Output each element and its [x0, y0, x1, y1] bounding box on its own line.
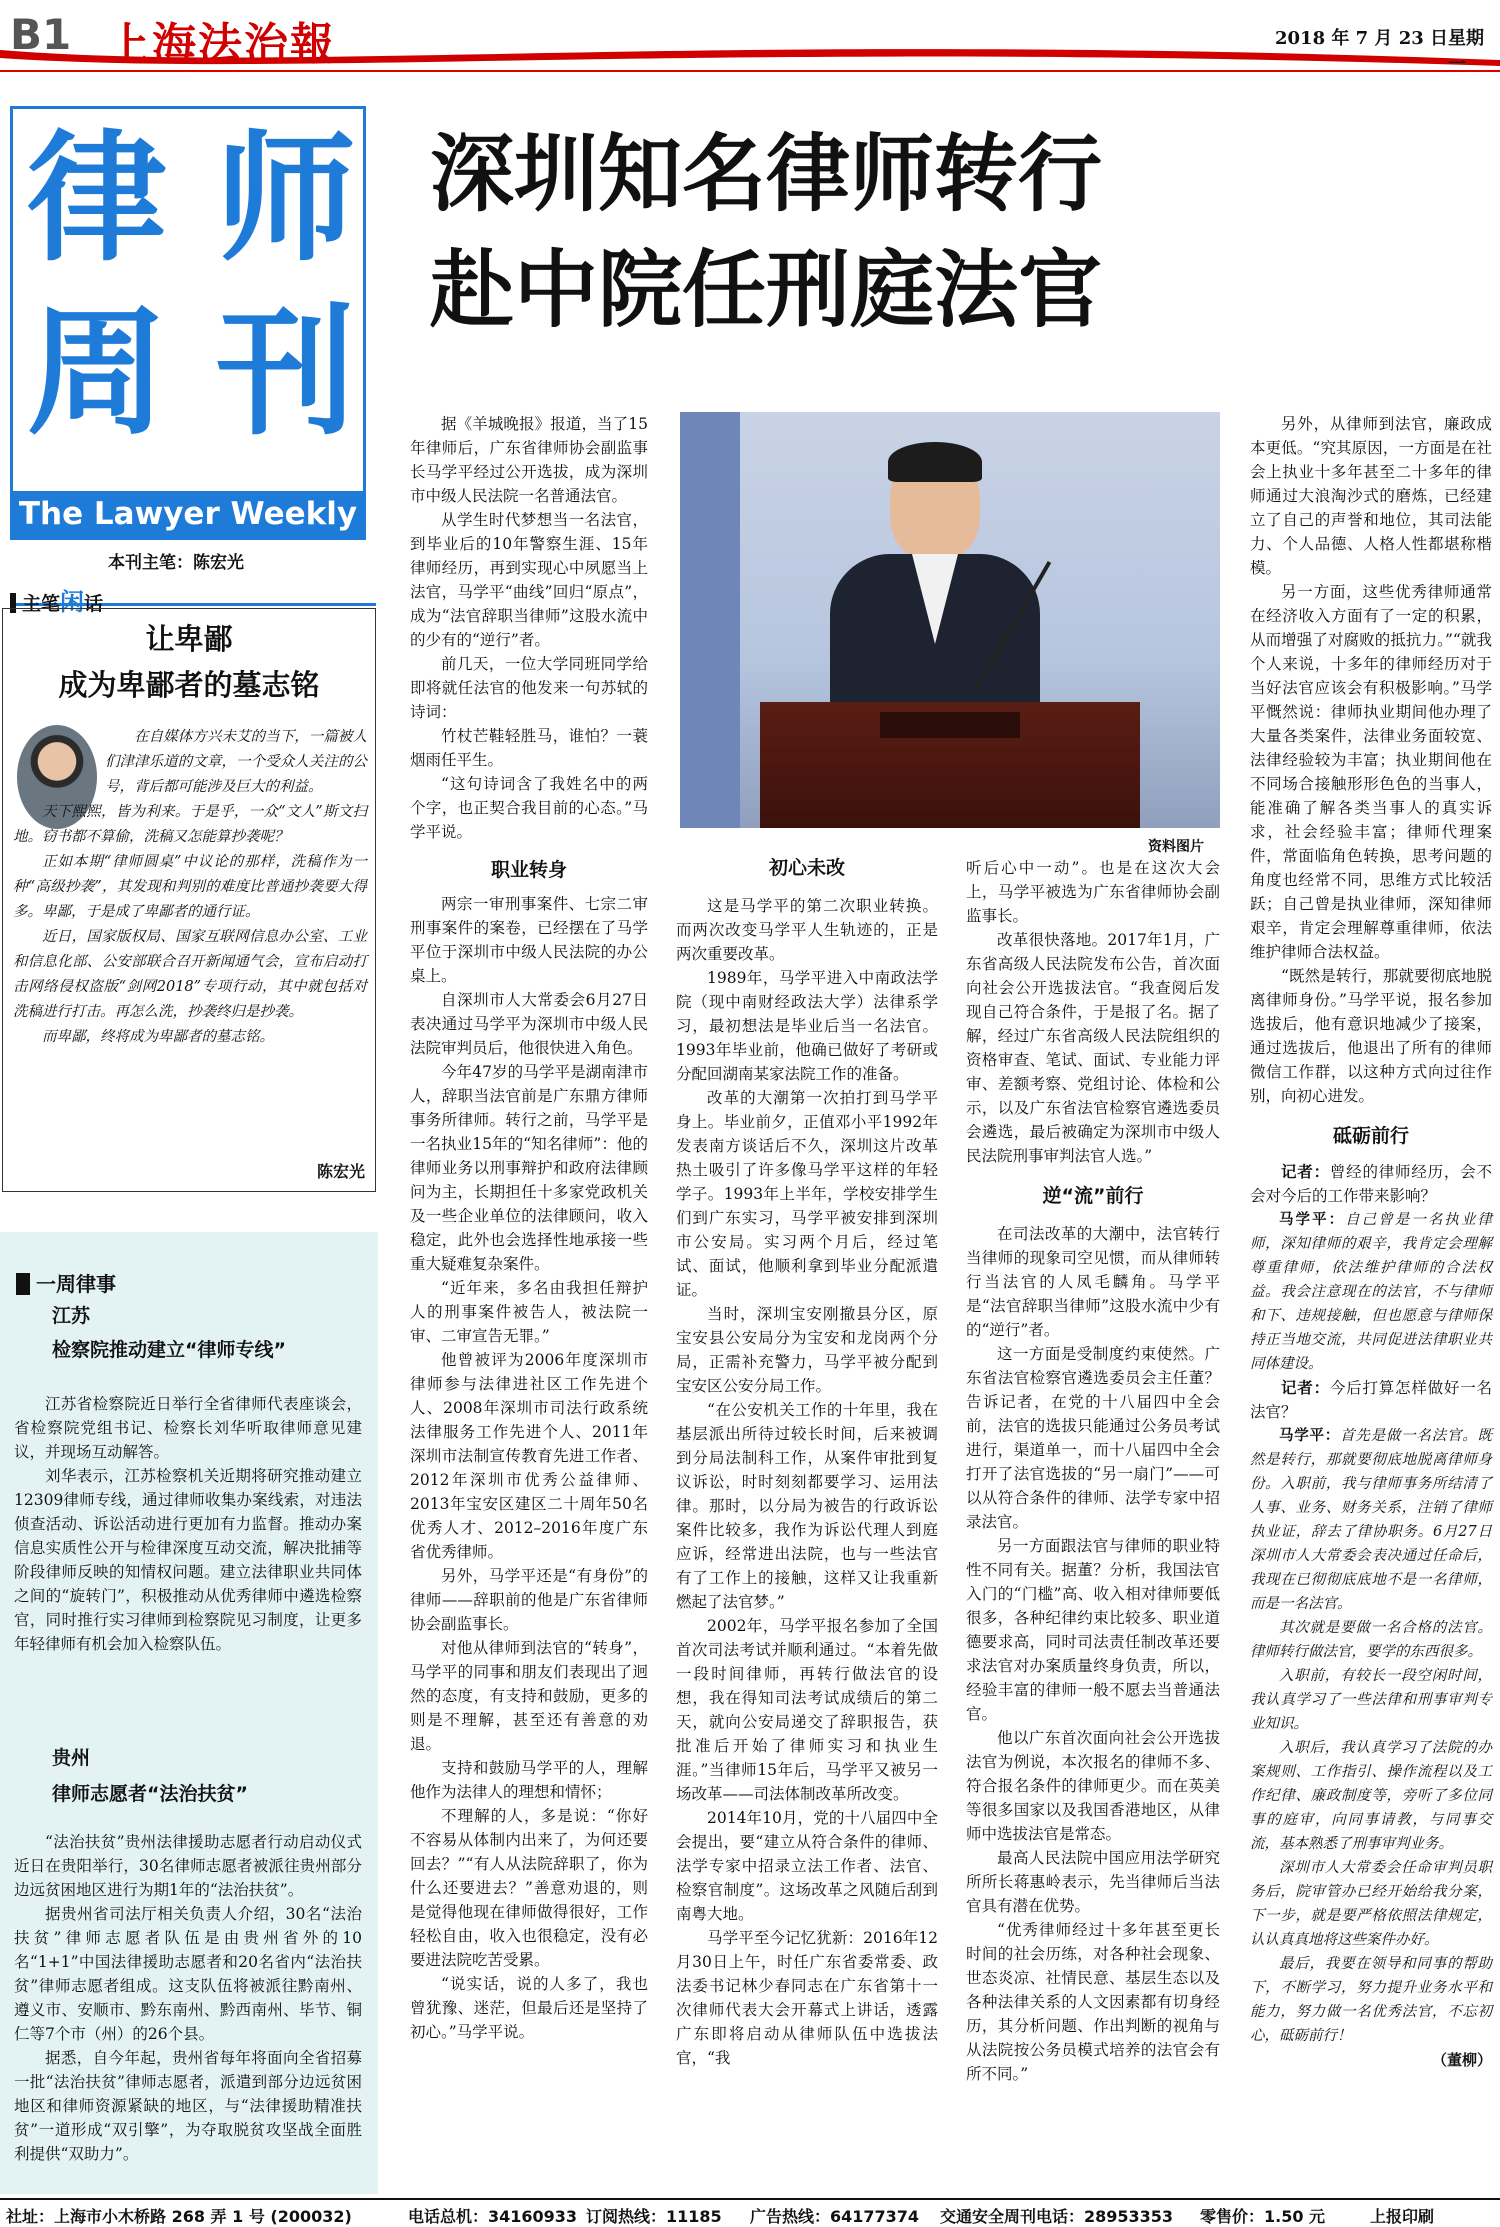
footer-subscribe: 订阅热线：11185	[586, 2207, 722, 2226]
interview-qa	[1250, 1160, 1492, 2048]
weekly-item2-body	[14, 1830, 362, 2166]
weekly-para: 据悉，自今年起，贵州省每年将面向全省招募一批“法治扶贫”律师志愿者，派遣到部分边远贫困地区和律师资源紧缺的地区，与“法律援助精准扶贫”一道形成“双引擎”，为夺取脱贫攻坚战全面胜利提供“双助力”。	[14, 2049, 362, 2163]
qa-text: 深圳市人大常委会任命审判员职务后，院审管办已经开始给我分案，下一步，就是要严格依照法律规定，认认真真地将这些案件办好。	[1250, 1860, 1492, 1948]
section-title-line1: 律 师	[27, 118, 356, 281]
subheading-against-the-flow: 逆“流”前行	[1042, 1185, 1144, 1207]
weekly-panel	[0, 1232, 378, 2194]
interview-answer	[1250, 1424, 1492, 1616]
article-para: 不理解的人，多是说：“你好不容易从体制内出来了，为何还要回去？”“有人从法院辞职了，你为什么还要进去？”善意劝退的，则是觉得他现在律师做得很好，工作轻松自由，收入也很稳定，没有必要进法院吃苦受累。	[410, 1807, 648, 1969]
column-label	[10, 582, 376, 616]
weekly-item2-place: 贵州	[52, 1747, 91, 1769]
section-title-line2: 周 刊	[27, 292, 356, 455]
article-col4	[1250, 412, 1492, 2072]
interview-answer	[1250, 1952, 1492, 2048]
interview-answer	[1250, 1856, 1492, 1952]
article-para: “这句诗词含了我姓名中的两个字，也正契合我目前的心态。”马学平说。	[410, 775, 648, 841]
column-title-2: 成为卑鄙者的墓志铭	[58, 668, 320, 702]
article-col1	[410, 412, 648, 2044]
article-para: 两宗一审刑事案件、七宗二审刑事案件的案卷，已经摆在了马学平位于深圳市中级人民法院的办公桌上。	[410, 895, 648, 985]
article-para: 从学生时代梦想当一名法官，到毕业后的10年警察生涯、15年律师经历，再到实现心中夙愿当上法官，马学平“曲线”回归“原点”，成为“法官辞职当律师”这股水流中的少有的“逆行”者。	[410, 511, 648, 649]
footer-printer: 上报印刷	[1370, 2207, 1435, 2226]
column-label-char: 闲	[60, 588, 85, 616]
weekly-item1-place: 江苏	[52, 1305, 91, 1327]
column-author: 陈宏光	[316, 1162, 365, 1181]
interview-question	[1250, 1160, 1492, 1208]
article-para: 另外，马学平还是“有身份”的律师——辞职前的他是广东省律师协会副监事长。	[410, 1567, 648, 1633]
article-para: 马学平至今记忆犹新：2016年12月30日上午，时任广东省委常委、政法委书记林少春同志在广东省第十一次律师代表大会开幕式上讲话，透露广东即将启动从律师队伍中选拔法官，“我	[676, 1929, 938, 2067]
article-para: 在司法改革的大潮中，法官转行当律师的现象司空见惯，而从律师转行当法官的人凤毛麟角。马学平是“法官辞职当律师”这股水流中少有的“逆行”者。	[966, 1225, 1220, 1339]
article-para: 他曾被评为2006年度深圳市律师参与法律进社区工作先进个人、2008年深圳市司法行政系统法律服务工作先进个人、2011年深圳市法制宣传教育先进工作者、2012年深圳市优秀公益律师、2013年宝安区建区二十周年50名优秀人才、2012–2016年度广东省优秀律师。	[410, 1351, 648, 1561]
photo-backdrop-stripe	[680, 412, 740, 828]
article-para: 自深圳市人大常委会6月27日表决通过马学平为深圳市中级人民法院审判员后，他很快进入角色。	[410, 991, 648, 1057]
weekly-item1-body	[14, 1392, 362, 1656]
photo-podium-sign	[880, 712, 1020, 738]
weekly-para: 江苏省检察院近日举行全省律师代表座谈会，省检察院党组书记、检察长刘华听取律师意见建议，并现场互动解答。	[14, 1395, 362, 1461]
weekly-label	[16, 1268, 116, 1297]
subheading-forge-ahead: 砥砺前行	[1332, 1125, 1409, 1147]
column-para: 正如本期“律师圆桌”中议论的那样，洗稿作为一种“高级抄袭”，其发现和判别的难度比普通抄袭要大得多。卑鄙，于是成了卑鄙者的通行证。	[13, 854, 367, 920]
weekly-label-text: 一周律事	[36, 1272, 116, 1296]
article-para: 听后心中一动”。也是在这次大会上，马学平被选为广东省律师协会副监事长。	[966, 859, 1220, 925]
footer-traffic: 交通安全周刊电话：28953353	[940, 2207, 1174, 2226]
page-number: B1	[10, 10, 72, 59]
column-label-pre: 主笔	[22, 593, 61, 615]
column-box	[2, 608, 376, 1192]
interview-answer	[1250, 1664, 1492, 1736]
qa-speaker: 马学平：	[1279, 1212, 1346, 1228]
article-para: 2014年10月，党的十八届四中全会提出，要“建立从符合条件的律师、法学专家中招录立法工作者、法官、检察官制度”。这场改革之风随后刮到南粤大地。	[676, 1809, 938, 1923]
article-para: 这一方面是受制度约束使然。广东省法官检察官遴选委员会主任董？告诉记者，在党的十八届四中全会前，法官的选拔只能通过公务员考试进行，渠道单一，而十八届四中全会打开了法官选拔的“另一扇门”——可以从符合条件的律师、法学专家中招录法官。	[966, 1345, 1220, 1531]
section-title-box	[10, 106, 366, 540]
interview-answer	[1250, 1208, 1492, 1376]
headline	[430, 116, 1490, 348]
headline-line1: 深圳知名律师转行	[430, 125, 1103, 223]
article-para: “既然是转行，那就要彻底地脱离律师身份。”马学平说，报名参加选拔后，他有意识地减少了接案，通过选拔后，他退出了所有的律师微信工作群，以这种方式向过往作别，向初心进发。	[1250, 967, 1492, 1105]
article-para: “近年来，多名由我担任辩护人的刑事案件被告人，被法院一审、二审宣告无罪。”	[410, 1279, 648, 1345]
headline-line2: 赴中院任刑庭法官	[430, 241, 1103, 339]
issue-date: 2018 年 7 月 23 日	[1275, 28, 1449, 49]
article-photo	[680, 412, 1220, 828]
qa-speaker: 记者：	[1281, 1163, 1330, 1181]
article-col3	[966, 856, 1220, 2086]
article-para: 前几天，一位大学同班同学给即将就任法官的他发来一句苏轼的诗词：	[410, 655, 648, 721]
footer-ads: 广告热线：64177374	[750, 2207, 920, 2226]
qa-text: 今后打算怎样做好一名法官？	[1250, 1379, 1492, 1421]
column-para: 而卑鄙，终将成为卑鄙者的墓志铭。	[42, 1029, 274, 1045]
article-para: 支持和鼓励马学平的人，理解他作为法律人的理想和情怀；	[410, 1759, 648, 1801]
footer-price: 零售价：1.50 元	[1200, 2207, 1326, 2226]
column-body	[13, 725, 367, 1050]
article-para: 另一方面，这些优秀律师通常在经济收入方面有了一定的积累，从而增强了对腐败的抵抗力。”“就我个人来说，十多年的律师经历对于当好法官应该会有积极影响。”马学平慨然说：律师执业期间他办理了大量各类案件，法律业务面较宽、法律经验较为丰富；执业期间他在不同场合接触形形色色的当事人，能准确了解各类当事人的真实诉求，社会经验丰富；律师代理案件，常面临角色转换，思考问题的角度也经常不同，思维方式比较活跃；自己曾是执业律师，深知律师艰辛，肯定会理解尊重律师，依法维护律师合法权益。	[1250, 583, 1492, 961]
article-para: 竹杖芒鞋轻胜马，谁怕？一蓑烟雨任平生。	[410, 727, 648, 769]
qa-text: 其次就是要做一名合格的法官。律师转行做法官，要学的东西很多。	[1250, 1620, 1492, 1660]
qa-text: 最后，我要在领导和同事的帮助下，不断学习，努力提升业务水平和能力，努力做一名优秀法官，不忘初心，砥砺前行！	[1250, 1956, 1492, 2044]
page-header	[0, 0, 1500, 75]
weekly-para: 刘华表示，江苏检察机关近期将研究推动建立12309律师专线，通过律师收集办案线索，对违法侦查活动、诉讼活动进行更加有力监督。推动办案信息实质性公开与检律深度互动交流，解决批捕等阶段律师反映的知情权问题。建立法律职业共同体之间的“旋转门”，积极推动从优秀律师中遴选检察官，同时推行实习律师到检察院见习制度，让更多年轻律师有机会加入检察队伍。	[14, 1467, 362, 1653]
section-editor: 本刊主笔：陈宏光	[108, 553, 244, 573]
photo-credit: 资料图片	[1148, 839, 1204, 855]
weekly-item1-title: 检察院推动建立“律师专线”	[52, 1339, 286, 1361]
article-para: 改革的大潮第一次拍打到马学平身上。毕业前夕，正值邓小平1992年发表南方谈话后不久，深圳这片改革热土吸引了许多像马学平这样的年轻学子。1993年上半年，学校安排学生们到广东实习，马学平被安排到深圳市公安局。实习两个月后，经过笔试、面试，他顺利拿到毕业分配派遣证。	[676, 1089, 938, 1299]
weekly-item2-title: 律师志愿者“法治扶贫”	[52, 1783, 248, 1805]
footer-address: 社址：上海市小木桥路 268 弄 1 号 (200032)	[6, 2207, 352, 2226]
article-para: “说实话，说的人多了，我也曾犹豫、迷茫，但最后还是坚持了初心。”马学平说。	[410, 1975, 648, 2041]
article-para: 今年47岁的马学平是湖南津市人，辞职当法官前是广东鼎方律师事务所律师。转行之前，马学平是一名执业15年的“知名律师”：他的律师业务以刑事辩护和政府法律顾问为主，长期担任十多家党政机关及一些企业单位的法律顾问，收入稳定，此外也会选择性地承接一些重大疑难复杂案件。	[410, 1063, 648, 1273]
article-para: 1989年，马学平进入中南政法学院（现中南财经政法大学）法律系学习，最初想法是毕业后当一名法官。1993年毕业前，他确已做好了考研或分配回湖南某家法院工作的准备。	[676, 969, 938, 1083]
weekly-para: “法治扶贫”贵州法律援助志愿者行动启动仪式近日在贵阳举行，30名律师志愿者被派往贵州部分边远贫困地区进行为期1年的“法治扶贫”。	[14, 1833, 362, 1899]
article-para: “在公安机关工作的十年里，我在基层派出所待过较长时间，后来被调到分局法制科工作，从案件审批到复议诉讼，时时刻刻都要学习、运用法律。那时，以分局为被告的行政诉讼案件比较多，我作为诉讼代理人到庭应诉，经常进出法院，也与一些法官有了工作上的接触，这样又让我重新燃起了法官梦。”	[676, 1401, 938, 1611]
photo-person-hair	[888, 442, 982, 482]
article-para: 当时，深圳宝安刚撤县分区，原宝安县公安局分为宝安和龙岗两个分局，正需补充警力，马学平被分配到宝安区公安分局工作。	[676, 1305, 938, 1395]
article-col2	[676, 856, 938, 2070]
article-para: 他以广东首次面向社会公开选拔法官为例说，本次报名的律师不多、符合报名条件的律师更少。而在英美等很多国家以及我国香港地区，从律师中选拔法官是常态。	[966, 1729, 1220, 1843]
article-para: 据《羊城晚报》报道，当了15年律师后，广东省律师协会副监事长马学平经过公开选拔，成为深圳市中级人民法院一名普通法官。	[410, 415, 648, 505]
interview-answer	[1250, 1616, 1492, 1664]
qa-text: 曾经的律师经历，会不会对今后的工作带来影响？	[1250, 1163, 1492, 1205]
column-para: 在自媒体方兴未艾的当下，一篇被人们津津乐道的文章，一个受众人关注的公号，背后都可能涉及巨大的利益。	[105, 729, 367, 795]
qa-speaker: 记者：	[1281, 1379, 1330, 1397]
weekly-para: 据贵州省司法厅相关负责人介绍，30名“法治扶贫”律师志愿者队伍是由贵州省外的10名“1+1”中国法律援助志愿者和20名省内“法治扶贫”律师志愿者组成。这支队伍将被派往黔南州、遵义市、安顺市、黔东南州、黔西南州、毕节、铜仁等7个市（州）的26个县。	[14, 1905, 362, 2043]
qa-text: 入职后，我认真学习了法院的办案规则、工作指引、操作流程以及工作纪律、廉政制度等，旁听了多位同事的庭审，向同事请教，与同事交流，基本熟悉了刑事审判业务。	[1250, 1740, 1492, 1852]
article-para: 另外，从律师到法官，廉政成本更低。“究其原因，一方面是在社会上执业十多年甚至二十多年的律师通过大浪淘沙式的磨炼，已经建立了自己的声誉和地位，其司法能力、个人品德、人格人性都堪称楷模。	[1250, 415, 1492, 577]
masthead: 上海法治報	[106, 19, 336, 70]
column-title-1: 让卑鄙	[145, 622, 233, 656]
article-para: 这是马学平的第二次职业转换。而两次改变马学平人生轨迹的，正是两次重要改革。	[676, 897, 938, 963]
qa-text: 入职前，有较长一段空闲时间，我认真学习了一些法律和刑事审判专业知识。	[1250, 1668, 1492, 1732]
subheading-career-turn: 职业转身	[490, 859, 567, 881]
footer-phone: 电话总机：34160933	[408, 2207, 578, 2226]
column-para: 近日，国家版权局、国家互联网信息办公室、工业和信息化部、公安部联合召开新闻通气会，宣布启动打击网络侵权盗版“剑网2018”专项行动，其中就包括对洗稿进行打击。再怎么洗，抄袭终归是抄袭。	[13, 929, 367, 1020]
article-para: 改革很快落地。2017年1月，广东省高级人民法院发布公告，首次面向社会公开选拔法官。“我查阅后发现自己符合条件，于是报了名。据了解，经过广东省高级人民法院组织的资格审查、笔试、面试、专业能力评审、差额考察、党组讨论、体检和公示，以及广东省法官检察官遴选委员会遴选，最后被确定为深圳市中级人民法院刑事审判法官人选。”	[966, 931, 1220, 1165]
subheading-original-aspiration: 初心未改	[768, 857, 845, 879]
weekday: 星期一	[1448, 28, 1484, 75]
article-para: 2002年，马学平报名参加了全国首次司法考试并顺利通过。“本着先做一段时间律师，再转行做法官的设想，我在得知司法考试成绩后的第二天，就向公安局递交了辞职报告，获批准后开始了律师实习和执业生涯。”当律师15年后，马学平又被另一场改革——司法体制改革所改变。	[676, 1617, 938, 1803]
interview-answer	[1250, 1736, 1492, 1856]
page-footer	[0, 2198, 1500, 2227]
article-author: （董柳）	[1431, 2051, 1492, 2069]
column-para: 天下熙熙，皆为利来。于是乎，一众“文人”斯文扫地。窃书都不算偷，洗稿又怎能算抄袭呢？	[13, 804, 367, 845]
section-title-en: The Lawyer Weekly	[13, 491, 363, 537]
article-para: “优秀律师经过十多年甚至更长时间的社会历练，对各种社会现象、世态炎凉、社情民意、基层生态以及各种法律关系的人文因素都有切身经历，其分析问题、作出判断的视角与从法院按公务员模式培养的法官会有所不同。”	[966, 1921, 1220, 2083]
qa-speaker: 马学平：	[1279, 1428, 1341, 1444]
article-para: 最高人民法院中国应用法学研究所所长蒋惠岭表示，先当律师后当法官具有潜在优势。	[966, 1849, 1220, 1915]
qa-text: 自己曾是一名执业律师，深知律师的艰辛，我肯定会理解尊重律师，依法维护律师的合法权益。我会注意现在的法官，不与律师和下、违规接触，但也愿意与律师保持正当地交流，共同促进法律职业共同体建设。	[1250, 1212, 1493, 1372]
qa-text: 首先是做一名法官。既然是转行，那就要彻底地脱离律师身份。入职前，我与律师事务所结清了人事、业务、财务关系，注销了律师执业证，辞去了律协职务。6月27日深圳市人大常委会表决通过任命后，我现在已彻彻底底地不是一名律师，而是一名法官。	[1250, 1428, 1493, 1612]
article-para: 对他从律师到法官的“转身”，马学平的同事和朋友们表现出了迥然的态度，有支持和鼓励，更多的则是不理解，甚至还有善意的劝退。	[410, 1639, 648, 1753]
article-para: 另一方面跟法官与律师的职业特性不同有关。据董？分析，我国法官入门的“门槛”高、收入相对律师要低很多，各种纪律约束比较多、职业道德要求高，同时司法责任制改革还要求法官对办案质量终身负责，所以，经验丰富的律师一般不愿去当普通法官。	[966, 1537, 1220, 1723]
weekly-label-bar	[16, 1273, 30, 1295]
column-label-post: 话	[84, 593, 104, 615]
interview-question	[1250, 1376, 1492, 1424]
